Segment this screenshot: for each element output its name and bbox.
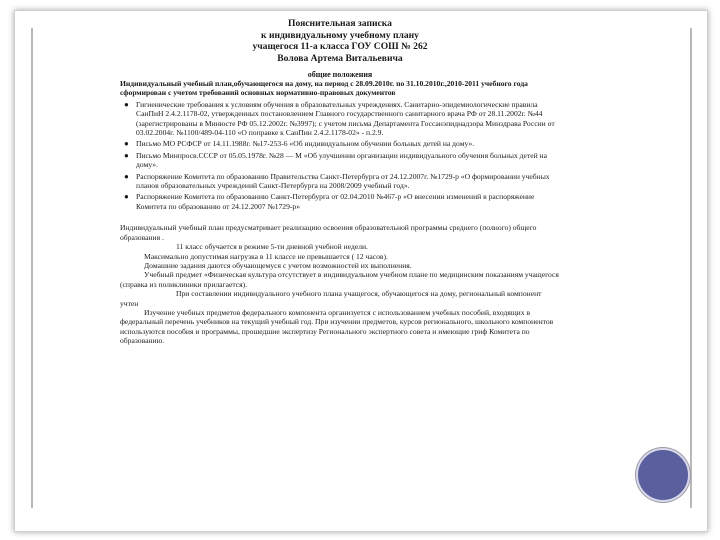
intro-paragraph: Индивидуальный учебный план,обучающегося на дому, на период с 28.09.2010г. по 31.10.2010г.,2010-2011 учебного года сформирован с учетом требований основных нормативно-правовых документов — [120, 79, 528, 98]
paragraph-phys-ed: Учебный предмет «Физическая культура отсутствует в индивидуальном учебном плане по медицинским показаниям учащегося (справка из поликлиники прилагается). — [120, 270, 559, 289]
list-item: ● Гигиенические требования к условиям обучения в образовательных учреждениях. Санитарно-эпидемиологические правила СанПиН 2.4.2.1178-02, утвержденных постановлением Главного государственного санитарного врача РФ от 28.11.2002г. №44 (зарегистрированы в Минюсте РФ 05.12.2002г. №3997); с учетом письма Департамента Госсанэпиднадзора Минздрава России от 03.02.2004г. №1100/489-04-110 «О поправке к СанПин 2.4.2.1178-02» - п.2.9. — [124, 99, 555, 138]
paragraph-textbooks: Изучение учебных предметов федерального компонента организуется с использованием учебных пособий, входящих в федеральный перечень учебников на текущий учебный год. При изучении предметов, курсов регионального, школьного компонентов используются пособия и программы, прошедшие экспертизу Регионального экспертного совета и имеющие гриф Комитета по образованию. — [120, 307, 554, 346]
left-decoration-line — [31, 28, 33, 508]
list-item: ● Письмо МО РСФСР от 14.11.1988г. №17-253-6 «Об индивидуальном обучении больных детей на дому». — [124, 139, 475, 149]
normative-documents-list — [120, 100, 560, 211]
list-item: ● Распоряжение Комитета по образованию Правительства Санкт-Петербурга от 24.12.2007г. №1729-р «О формировании учебных планов образовательных учреждений Санкт-Петербурга на 2008/2009 учебный год». — [124, 171, 550, 191]
paragraph-regional: При составлении индивидуального учебного плана учащегося, обучающегося на дому, региональный компонент учтен — [120, 289, 542, 308]
title-line-4: Волова Артема Витальевича — [277, 52, 403, 64]
title-line-3: учащегося 11-а класса ГОУ СОШ № 262 — [252, 41, 428, 52]
bullet-icon: ● — [124, 192, 129, 202]
paragraph-week-mode: 11 класс обучается в режиме 5-ти дневной учебной недели. — [176, 242, 368, 252]
right-decoration-line — [690, 28, 692, 508]
paragraph-max-load: Максимально допустимая нагрузка в 11 классе не превышается ( 12 часов). — [144, 251, 388, 261]
section-heading: общие положения — [307, 70, 373, 79]
bullet-icon: ● — [124, 171, 129, 181]
document-title — [120, 18, 560, 64]
paragraph-program: Индивидуальный учебный план предусматривает реализацию освоения образовательной программы среднего (полного) общего образования . — [120, 223, 537, 242]
bullet-icon: ● — [124, 150, 129, 160]
spacer — [120, 215, 560, 223]
paragraph-homework: Домашние задания даются обучающемуся с учетом возможностей их выполнения. — [144, 260, 412, 270]
document-body — [120, 18, 560, 448]
title-line-2: к индивидуальному учебному плану — [261, 29, 419, 41]
title-line-1: Пояснительная записка — [288, 18, 392, 29]
decorative-circle — [636, 448, 690, 502]
list-item: ● Распоряжение Комитета по образованию Санкт-Петербурга от 02.04.2010 №467-р «О внесении изменений в распоряжение Комитета по образованию от 24.12.2007 №1729-р» — [124, 192, 535, 211]
list-item: ● Письмо Минпросв.СССР от 05.05.1978г. №28 — М «Об улучшении организации индивидуального обучения больных детей на дому». — [124, 150, 547, 170]
bullet-icon: ● — [124, 139, 129, 149]
bullet-icon: ● — [124, 99, 129, 109]
